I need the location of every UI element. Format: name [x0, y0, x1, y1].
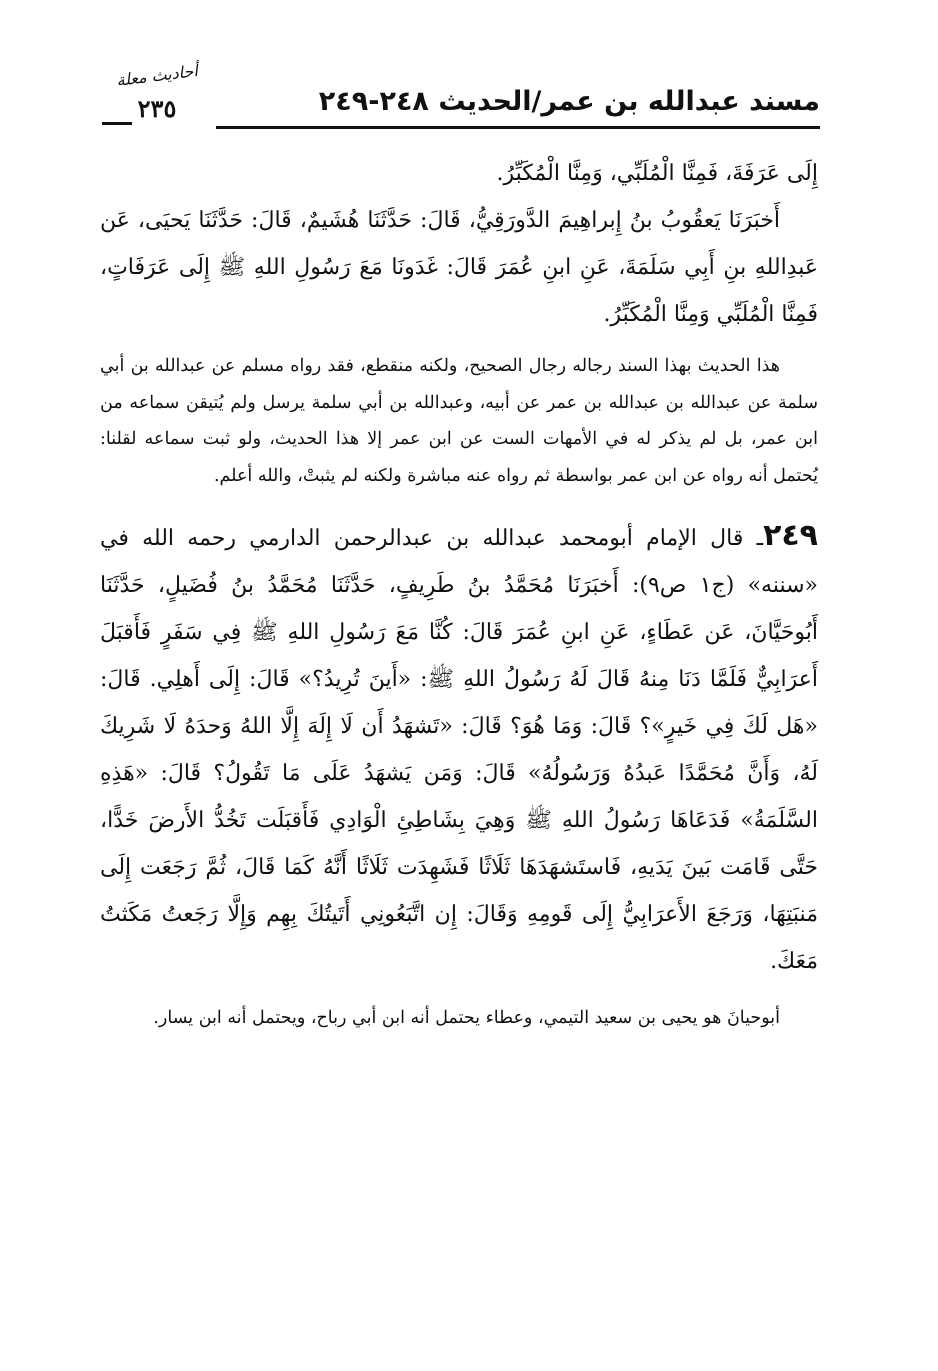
- header-title: مسند عبدالله بن عمر/الحديث ٢٤٨-٢٤٩: [318, 86, 820, 117]
- hadith-248-commentary: هذا الحديث بهذا السند رجاله رجال الصحيح، ولكنه منقطع، فقد رواه مسلم عن عبدالله بن أبي سلمة عن عبدالله بن عبدالله بن عمر عن أبيه، وعبدالله بن أبي سلمة يرسل ولم يُتيقن سماعه من ابن عمر، بل لم يذكر له في الأمهات الست عن ابن عمر إلا هذا الحديث، ولو ثبت سماعه لقلنا: يُحتمل أنه رواه عن ابن عمر بواسطة ثم رواه عنه مباشرة ولكنه لم يثبتْ، والله أعلم.: [100, 356, 818, 486]
- hadith-249-paragraph: [100, 512, 818, 985]
- handwritten-note: أحاديث معلة: [115, 61, 199, 90]
- hadith-249-commentary: أبوحيانَ هو يحيى بن سعيد التيمي، وعطاء يحتمل أنه ابن أبي رباح، ويحتمل أنه ابن يسار.: [153, 1008, 780, 1028]
- page-header: [98, 62, 820, 134]
- page-number: ٢٣٥: [137, 94, 177, 123]
- hadith-248-text: أَخبَرَنَا يَعقُوبُ بنُ إِبراهِيمَ الدَّورَقِيُّ، قَالَ: حَدَّثَنَا هُشَيمٌ، قَالَ: حَدَّثَنَا يَحيَى، عَن عَبدِاللهِ بنِ أَبِي سَلَمَةَ، عَنِ ابنِ عُمَرَ قَالَ: غَدَونَا مَعَ رَسُولِ اللهِ ﷺ إِلَى عَرَفَاتٍ، فَمِنَّا الْمُلَبِّي وَمِنَّا الْمُكَبِّرُ.: [100, 208, 818, 327]
- hadith-248-continuation: إِلَى عَرَفَةَ، فَمِنَّا الْمُلَبِّي، وَمِنَّا الْمُكَبِّرُ.: [496, 161, 818, 186]
- hadith-249-number: ٢٤٩: [763, 518, 818, 553]
- header-rule: [216, 126, 820, 129]
- page-number-rule: [102, 122, 132, 125]
- page-body: [100, 150, 818, 1043]
- hadith-249-text: ـ قال الإمام أبومحمد عبدالله بن عبدالرحمن الدارمي رحمه الله في «سننه» (ج١ ص٩): أَخبَرَنَا مُحَمَّدُ بنُ طَرِيفٍ، حَدَّثَنَا مُحَمَّدُ بنُ فُضَيلٍ، حَدَّثَنَا أَبُوحَيَّانَ، عَن عَطَاءٍ، عَنِ ابنِ عُمَرَ قَالَ: كُنَّا مَعَ رَسُولِ اللهِ ﷺ فِي سَفَرٍ فَأَقبَلَ أَعرَابِيٌّ فَلَمَّا دَنَا مِنهُ قَالَ لَهُ رَسُولُ اللهِ ﷺ: «أَينَ تُرِيدُ؟» قَالَ: إِلَى أَهلِي. قَالَ: «هَل لَكَ فِي خَيرٍ»؟ قَالَ: وَمَا هُوَ؟ قَالَ: «تَشهَدُ أَن لَا إِلَهَ إِلَّا اللهُ وَحدَهُ لَا شَرِيكَ لَهُ، وَأَنَّ مُحَمَّدًا عَبدُهُ وَرَسُولُهُ» قَالَ: وَمَن يَشهَدُ عَلَى مَا تَقُولُ؟ قَالَ: «هَذِهِ السَّلَمَةُ» فَدَعَاهَا رَسُولُ اللهِ ﷺ وَهِيَ بِشَاطِئِ الْوَادِي فَأَقبَلَت تَخُدُّ الأَرضَ خَدًّا، حَتَّى قَامَت بَينَ يَدَيهِ، فَاستَشهَدَهَا ثَلَاثًا فَشَهِدَت ثَلَاثًا أَنَّهُ كَمَا قَالَ، ثُمَّ رَجَعَت إِلَى مَنبَتِهَا، وَرَجَعَ الأَعرَابِيُّ إِلَى قَومِهِ وَقَالَ: إِن اتَّبَعُونِي أَتَيتُكَ بِهِم وَإِلَّا رَجَعتُ مَكَثتُ مَعَكَ.: [100, 526, 819, 974]
